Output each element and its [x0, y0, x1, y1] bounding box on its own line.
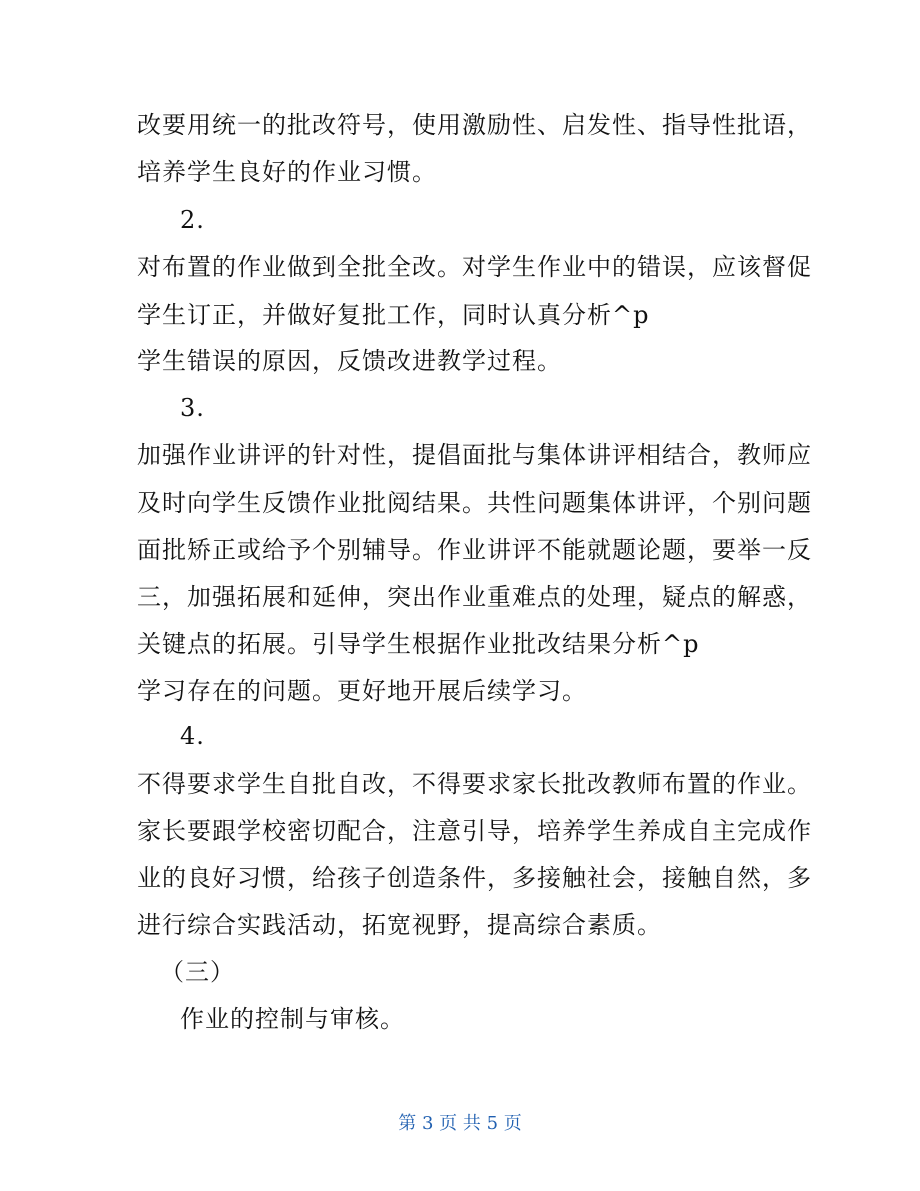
section-title: 作业的控制与审核。	[180, 1005, 405, 1033]
text-line: 不得要求学生自批自改，不得要求家长批改教师布置的作业。	[137, 770, 812, 798]
text-line: 家长要跟学校密切配合，注意引导，培养学生养成自主完成作	[137, 817, 812, 845]
text-line: 学生错误的原因，反馈改进教学过程。	[137, 347, 562, 375]
text-line: 改要用统一的批改符号，使用激励性、启发性、指导性批语，	[137, 111, 812, 139]
text-line: 对布置的作业做到全批全改。对学生作业中的错误，应该督促	[137, 253, 812, 281]
section-number: （三）	[160, 958, 235, 986]
list-number: 3.	[180, 394, 205, 422]
text-line: 关键点的拓展。引导学生根据作业批改结果分析^p	[137, 630, 700, 658]
text-line: 学习存在的问题。更好地开展后续学习。	[137, 677, 587, 705]
text-line: 培养学生良好的作业习惯。	[137, 158, 437, 186]
page-footer: 第 3 页 共 5 页	[398, 1113, 522, 1134]
text-line: 进行综合实践活动，拓宽视野，提高综合素质。	[137, 911, 662, 939]
text-line: 面批矫正或给予个别辅导。作业讲评不能就题论题，要举一反	[137, 536, 812, 564]
text-line: 学生订正，并做好复批工作，同时认真分析^p	[137, 301, 650, 329]
text-line: 业的良好习惯，给孩子创造条件，多接触社会，接触自然，多	[137, 864, 812, 892]
text-line: 加强作业讲评的针对性，提倡面批与集体讲评相结合，教师应	[137, 441, 812, 469]
list-number: 4.	[180, 722, 205, 750]
text-line: 三，加强拓展和延伸，突出作业重难点的处理，疑点的解惑，	[137, 583, 812, 611]
list-number: 2.	[180, 206, 205, 234]
text-line: 及时向学生反馈作业批阅结果。共性问题集体讲评，个别问题	[137, 489, 812, 517]
